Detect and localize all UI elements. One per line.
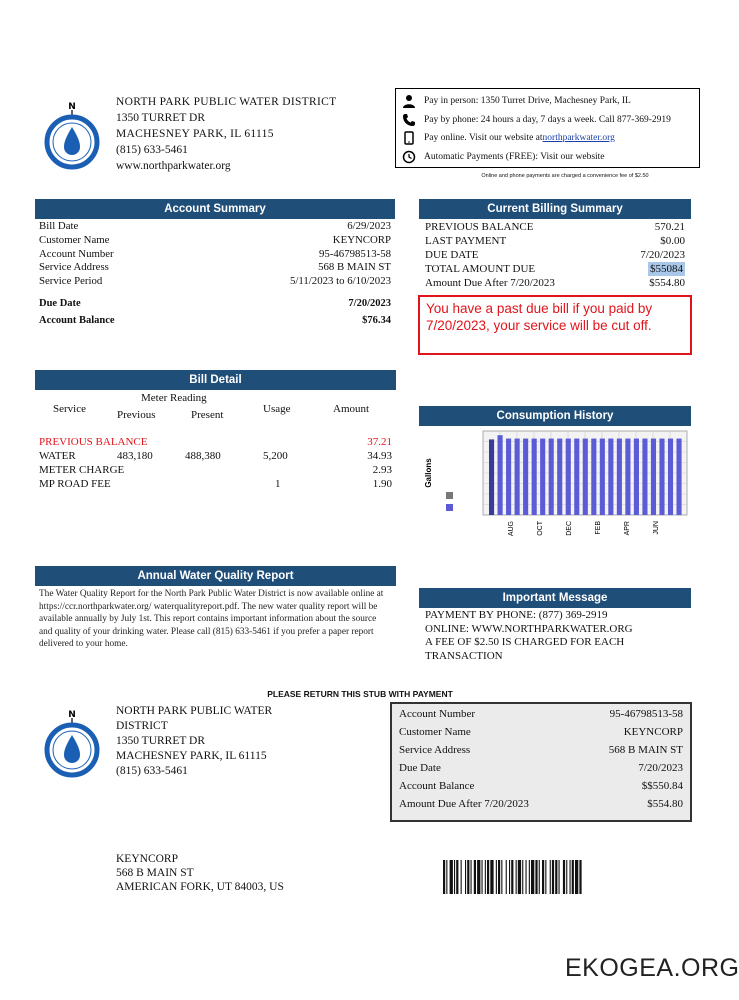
billing-row: [425, 262, 685, 276]
barcode-bar: [511, 860, 513, 894]
barcode-bar: [498, 860, 500, 894]
billing-row-label: LAST PAYMENT: [425, 235, 507, 247]
stub-row-value: $$550.84: [641, 780, 683, 792]
stub-heading: PLEASE RETURN THIS STUB WITH PAYMENT: [267, 689, 453, 699]
water-quality-section: [35, 566, 396, 651]
chart-bar: [659, 439, 664, 515]
barcode-bar: [443, 860, 445, 894]
barcode-bar: [474, 860, 476, 894]
chart-bar: [625, 439, 630, 515]
bill-detail-service: WATER: [39, 450, 76, 462]
chart-bar: [600, 439, 605, 515]
barcode-bar: [509, 860, 510, 894]
bill-detail-row: [35, 478, 396, 492]
phone-icon: [402, 113, 416, 127]
account-summary-row-label: Service Address: [39, 261, 109, 274]
due-date-label: Due Date: [39, 297, 81, 309]
bill-detail-amount: 1.90: [372, 478, 392, 490]
stub-row-label: Customer Name: [399, 726, 471, 738]
district-street: 1350 TURRET DR: [116, 112, 206, 124]
important-message-line: A FEE OF $2.50 IS CHARGED FOR EACH TRANSACTION: [425, 636, 625, 662]
watermark: EKOGEA.ORG: [565, 954, 739, 982]
district-web: www.northparkwater.org: [116, 160, 231, 172]
account-summary-row-value: 6/29/2023: [347, 220, 391, 232]
stub-logo: [42, 708, 102, 776]
stub-district-street: 1350 TURRET DR: [116, 735, 206, 747]
bill-detail-header: Bill Detail: [35, 370, 396, 390]
billing-row-label: TOTAL AMOUNT DUE: [425, 263, 536, 275]
chart-ylabel: Gallons: [424, 458, 433, 488]
bill-detail-amount: 34.93: [367, 450, 392, 462]
bill-detail-row: [35, 436, 396, 450]
barcode-bar: [552, 860, 554, 894]
barcode: [443, 860, 659, 894]
barcode-bar: [518, 860, 521, 894]
chart-bar: [506, 439, 511, 515]
chart-bar: [489, 439, 494, 515]
past-due-warning-text: You have a past due bill if you paid by 7/20/2023, your service will be cut off.: [426, 301, 653, 333]
stub-row: [399, 795, 683, 813]
barcode-bar: [471, 860, 472, 894]
bill-detail-amount: 2.93: [372, 464, 392, 476]
svg-text:N: N: [68, 710, 76, 720]
barcode-bar: [522, 860, 523, 894]
col-service: Service: [53, 403, 86, 415]
billing-row-value: $0.00: [660, 235, 685, 247]
water-quality-text: The Water Quality Report for the North Park Public Water District is now available online at https://ccr.northparkwater.org/ waterqualityreport.pdf. The new water quality report will be available annually by July 1st. This report contains important information about the source and quality of your drinking water. Please call (815) 633-5461 if you prefer a paper report delivered to your home.: [39, 589, 384, 649]
bill-detail-service: METER CHARGE: [39, 464, 125, 476]
chart-tick-label: DEC: [566, 521, 573, 536]
billing-row-value: $554.80: [649, 277, 685, 289]
consumption-history-section: [419, 406, 691, 426]
barcode-bar: [579, 860, 581, 894]
district-address-block: [116, 94, 336, 174]
automatic-payments-row: [402, 148, 693, 167]
chart-bar: [549, 439, 554, 515]
legend-swatch: [446, 492, 453, 499]
col-usage: Usage: [263, 403, 291, 415]
current-billing-rows: [419, 219, 691, 290]
billing-row: [425, 276, 685, 290]
district-name: NORTH PARK PUBLIC WATER DISTRICT: [116, 96, 337, 108]
important-message-line: PAYMENT BY PHONE: (877) 369-2919: [425, 609, 608, 621]
barcode-bar: [450, 860, 453, 894]
payment-options-box: [395, 88, 700, 168]
account-summary-row: [39, 248, 391, 262]
billing-row: [425, 220, 685, 234]
billing-row-label: DUE DATE: [425, 249, 479, 261]
consumption-chart: [419, 428, 691, 578]
chart-tick-label: FEB: [595, 521, 602, 535]
barcode-bar: [487, 860, 489, 894]
chart-bar: [668, 439, 673, 515]
chart-bar: [617, 439, 622, 515]
account-summary-rows: [35, 219, 395, 289]
barcode-bar: [535, 860, 537, 894]
barcode-bar: [531, 860, 534, 894]
clock-icon: [402, 150, 416, 164]
account-summary-row-value: 568 B MAIN ST: [318, 261, 391, 274]
account-summary-row-label: Bill Date: [39, 220, 79, 232]
pay-online-text: Pay online. Visit our website at: [424, 133, 543, 143]
barcode-bar: [516, 860, 517, 894]
stub-district-phone: (815) 633-5461: [116, 765, 188, 777]
important-message-lines: [419, 608, 691, 664]
account-balance-row: [35, 314, 395, 328]
chart-bar: [515, 439, 520, 515]
pay-online-row: [402, 129, 693, 148]
water-drop-logo-icon: [42, 708, 102, 776]
customer-name: KEYNCORP: [116, 853, 178, 865]
billing-row: [425, 248, 685, 262]
barcode-bar: [570, 860, 571, 894]
stub-row-value: KEYNCORP: [623, 726, 683, 738]
billing-row-label: PREVIOUS BALANCE: [425, 221, 534, 233]
district-city: MACHESNEY PARK, IL 61115: [116, 128, 274, 140]
water-quality-header: Annual Water Quality Report: [35, 566, 396, 586]
barcode-bar: [496, 860, 497, 894]
barcode-bar: [539, 860, 540, 894]
bill-detail-section: [35, 370, 396, 492]
district-phone: (815) 633-5461: [116, 144, 188, 156]
bill-detail-previous: 483,180: [117, 450, 153, 462]
account-summary-row-label: Service Period: [39, 275, 103, 288]
stub-row-label: Service Address: [399, 744, 471, 756]
stub-district-address: [116, 704, 296, 779]
important-message-section: [419, 588, 691, 664]
stub-row: [399, 759, 683, 777]
account-summary-section: [35, 199, 395, 328]
bill-detail-usage: 1: [275, 478, 281, 490]
bill-detail-service: PREVIOUS BALANCE: [39, 436, 148, 448]
barcode-bar: [446, 860, 447, 894]
barcode-bar: [490, 860, 493, 894]
stub-rows: [399, 705, 683, 813]
chart-bar: [583, 439, 588, 515]
bill-detail-amount: 37.21: [367, 436, 392, 448]
barcode-bar: [542, 860, 544, 894]
account-summary-row: [39, 234, 391, 248]
chart-bar: [498, 435, 503, 515]
barcode-bar: [477, 860, 480, 894]
chart-bar: [634, 439, 639, 515]
barcode-bar: [529, 860, 530, 894]
stub-row-label: Due Date: [399, 762, 441, 774]
customer-street: 568 B MAIN ST: [116, 867, 194, 879]
barcode-bar: [572, 860, 574, 894]
customer-mailing-address: [116, 852, 284, 894]
col-previous: Previous: [117, 409, 156, 421]
col-meter-reading: Meter Reading: [141, 392, 207, 404]
account-summary-row-label: Account Number: [39, 247, 114, 260]
barcode-bar: [465, 860, 466, 894]
stub-row-value: 95-4679​8513-58: [609, 708, 683, 720]
billing-row-value: 7/20/2023: [640, 249, 685, 261]
account-summary-row-value: KEYNCORP: [332, 233, 391, 246]
district-logo: [42, 100, 102, 168]
automatic-payments-text: Automatic Payments (FREE): Visit our website: [424, 151, 605, 162]
barcode-bar: [545, 860, 546, 894]
pay-online-link[interactable]: northparkwater.org: [542, 133, 615, 143]
chart-bar: [523, 439, 528, 515]
stub-row-label: Account Balance: [399, 780, 475, 792]
billing-row-label: Amount Due After 7/20/2023: [425, 277, 555, 289]
stub-district-name: NORTH PARK PUBLIC WATER DISTRICT: [116, 705, 273, 732]
bill-detail-column-headers: [35, 390, 396, 426]
account-balance-label: Account Balance: [39, 315, 115, 327]
barcode-bar: [575, 860, 578, 894]
account-balance-value: $76.34: [362, 315, 391, 327]
pay-by-phone-row: [402, 111, 693, 130]
convenience-fee-note: Online and phone payments are charged a convenience fee of $2.50: [481, 173, 649, 179]
due-date-value: 7/20/2023: [348, 297, 391, 309]
chart-tick-label: AUG: [508, 521, 515, 537]
stub-row: [399, 741, 683, 759]
account-summary-row-value: 5/11/2023 to 6/10/2023: [290, 275, 391, 288]
chart-tick-label: OCT: [537, 521, 544, 536]
stub-row: [399, 705, 683, 723]
stub-row-label: Account Number: [399, 708, 476, 720]
stub-row: [399, 723, 683, 741]
barcode-bar: [559, 860, 560, 894]
chart-tick-label: JUN: [653, 521, 660, 535]
stub-row-value: $554.80: [647, 798, 683, 810]
customer-city: AMERICAN FORK, UT 84003, US: [116, 881, 284, 893]
legend-swatch: [446, 504, 453, 511]
stub-summary-box: [390, 702, 692, 822]
chart-tick-label: APR: [624, 521, 631, 536]
pay-in-person-row: [402, 92, 693, 111]
water-drop-logo-icon: [42, 100, 102, 168]
pay-in-person-text: Pay in person: 1350 Turret Drive, Machesney Park, IL: [424, 96, 631, 106]
barcode-bar: [506, 860, 507, 894]
important-message-header: Important Message: [419, 588, 691, 608]
barcode-bar: [555, 860, 557, 894]
chart-bar: [608, 439, 613, 515]
account-summary-row-label: Customer Name: [39, 233, 110, 246]
chart-bar: [574, 439, 579, 515]
account-summary-row: [39, 261, 391, 275]
stub-district-city: MACHESNEY PARK, IL 61115: [116, 750, 267, 762]
bill-detail-row: [35, 464, 396, 478]
billing-row: [425, 234, 685, 248]
barcode-bar: [526, 860, 527, 894]
col-amount: Amount: [333, 403, 370, 415]
past-due-warning-box: [418, 295, 692, 355]
barcode-bar: [566, 860, 567, 894]
chart-bar: [566, 439, 571, 515]
pay-by-phone-text: Pay by phone: 24 hours a day, 7 days a week. Call 877-369-2919: [424, 114, 671, 125]
account-summary-row: [39, 220, 391, 234]
barcode-bar: [454, 860, 455, 894]
barcode-bar: [501, 860, 502, 894]
col-present: Present: [191, 409, 224, 421]
chart-bar: [540, 439, 545, 515]
stub-row-value: 568 B MAIN ST: [608, 744, 683, 756]
stub-row-value: 7/20/2023: [638, 762, 683, 774]
barcode-bar: [467, 860, 469, 894]
bill-detail-service: MP ROAD FEE: [39, 478, 111, 490]
chart-bar: [642, 439, 647, 515]
important-message-line: ONLINE: WWW.NORTHPARKWATER.ORG: [425, 622, 633, 635]
account-summary-header: Account Summary: [35, 199, 395, 219]
account-summary-row-value: 95-4679​8513-58: [319, 247, 391, 260]
barcode-bar: [456, 860, 458, 894]
chart-bar: [557, 439, 562, 515]
chart-bar: [676, 439, 681, 515]
barcode-bar: [550, 860, 551, 894]
chart-bar: [651, 439, 656, 515]
current-billing-header: Current Billing Summary: [419, 199, 691, 219]
due-date-row: [35, 297, 395, 311]
stub-row: [399, 777, 683, 795]
bill-detail-usage: 5,200: [263, 450, 288, 462]
account-summary-row: [39, 275, 391, 289]
chart-bar: [532, 439, 537, 515]
bill-detail-rows: [35, 436, 396, 492]
barcode-bar: [485, 860, 486, 894]
bill-detail-present: 488,380: [185, 450, 221, 462]
barcode-bar: [461, 860, 462, 894]
chart-bar: [591, 439, 596, 515]
barcode-bar: [482, 860, 483, 894]
mobile-device-icon: [402, 131, 416, 145]
consumption-history-header: Consumption History: [419, 406, 691, 426]
person-icon: [402, 94, 416, 108]
billing-row-value: $55084: [650, 263, 683, 275]
barcode-bar: [563, 860, 565, 894]
current-billing-section: [419, 199, 691, 290]
svg-text:N: N: [68, 102, 76, 112]
billing-row-value: 570.21: [654, 221, 685, 233]
stub-row-label: Amount Due After 7/20/2023: [399, 798, 529, 810]
bill-detail-row: [35, 450, 396, 464]
